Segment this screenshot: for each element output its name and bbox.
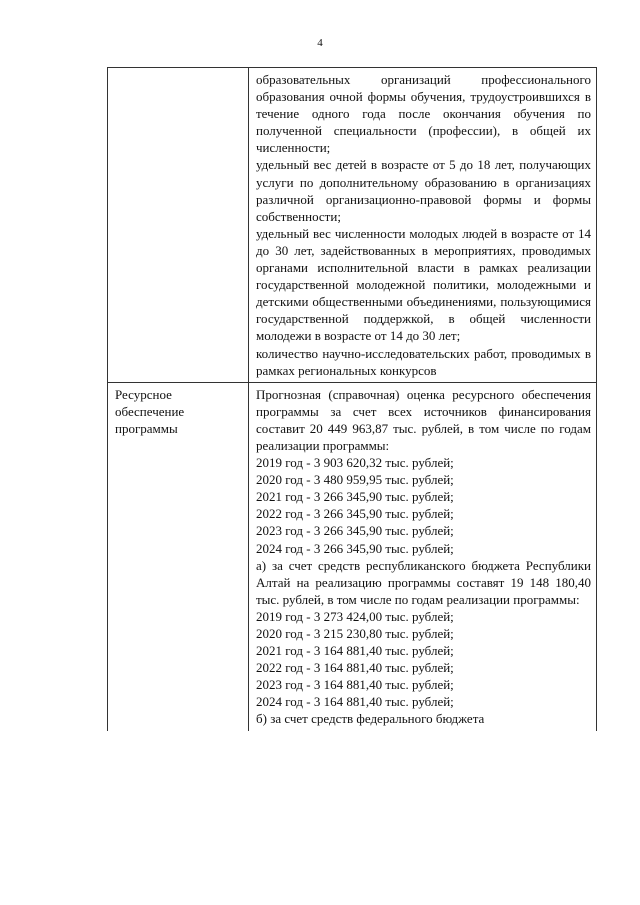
row-label-cell xyxy=(108,68,249,383)
year-line: 2021 год - 3 266 345,90 тыс. рублей; xyxy=(256,489,454,505)
table-row xyxy=(108,382,597,730)
page-number: 4 xyxy=(317,37,323,49)
paragraph: а) за счет средств республиканского бюджета Республики Алтай на реализацию программы составят 19 148 180,40 тыс. рублей, в том числе по годам реализации программы: xyxy=(256,557,591,607)
paragraph: количество научно-исследовательских работ, проводимых в рамках региональных конкурсов xyxy=(256,345,591,378)
year-line: 2022 год - 3 164 881,40 тыс. рублей; xyxy=(256,660,454,676)
row-label-cell xyxy=(108,382,249,730)
year-line: 2023 год - 3 164 881,40 тыс. рублей; xyxy=(256,677,454,693)
paragraph: удельный вес численности молодых людей в возрасте от 14 до 30 лет, задействованных в мероприятиях, проводимых органами исполнительной власти в рамках реализации государственной молодежной политики, молодежными и детскими общественными объединениями, пользующимися государственной поддержкой, в общей численности молодежи в возрасте от 14 до 30 лет; xyxy=(256,225,591,344)
year-line: 2020 год - 3 480 959,95 тыс. рублей; xyxy=(256,472,454,488)
year-line: 2019 год - 3 273 424,00 тыс. рублей; xyxy=(256,608,454,624)
paragraph: образовательных организаций профессионального образования очной формы обучения, трудоустроившихся в течение одного года после окончания обучения по полученной специальности (профессии), в общей их численности; xyxy=(256,72,591,156)
year-line: 2020 год - 3 215 230,80 тыс. рублей; xyxy=(256,626,454,641)
year-line: 2019 год - 3 903 620,32 тыс. рублей; xyxy=(256,455,454,471)
year-line: 2024 год - 3 266 345,90 тыс. рублей; xyxy=(256,540,454,556)
paragraph: Прогнозная (справочная) оценка ресурсного обеспечения программы за счет всех источников финансирования составит 20 449 963,87 тыс. рублей, в том числе по годам реализации программы: xyxy=(256,386,591,453)
label-line: программы xyxy=(115,420,178,436)
row-content-cell xyxy=(249,68,597,383)
year-line: 2021 год - 3 164 881,40 тыс. рублей; xyxy=(256,643,454,659)
year-line: 2022 год - 3 266 345,90 тыс. рублей; xyxy=(256,506,454,522)
passport-table xyxy=(107,67,597,731)
paragraph: б) за счет средств федерального бюджета xyxy=(256,711,485,727)
year-line: 2023 год - 3 266 345,90 тыс. рублей; xyxy=(256,523,454,539)
year-line: 2024 год - 3 164 881,40 тыс. рублей; xyxy=(256,694,454,710)
paragraph: удельный вес детей в возрасте от 5 до 18 лет, получающих услуги по дополнительному образованию в организациях различной организационно-правовой формы и формы собственности; xyxy=(256,157,591,224)
label-line: Ресурсное xyxy=(115,386,172,402)
label-line: обеспечение xyxy=(115,403,185,419)
table-row xyxy=(108,68,597,383)
row-content-cell xyxy=(249,382,597,730)
